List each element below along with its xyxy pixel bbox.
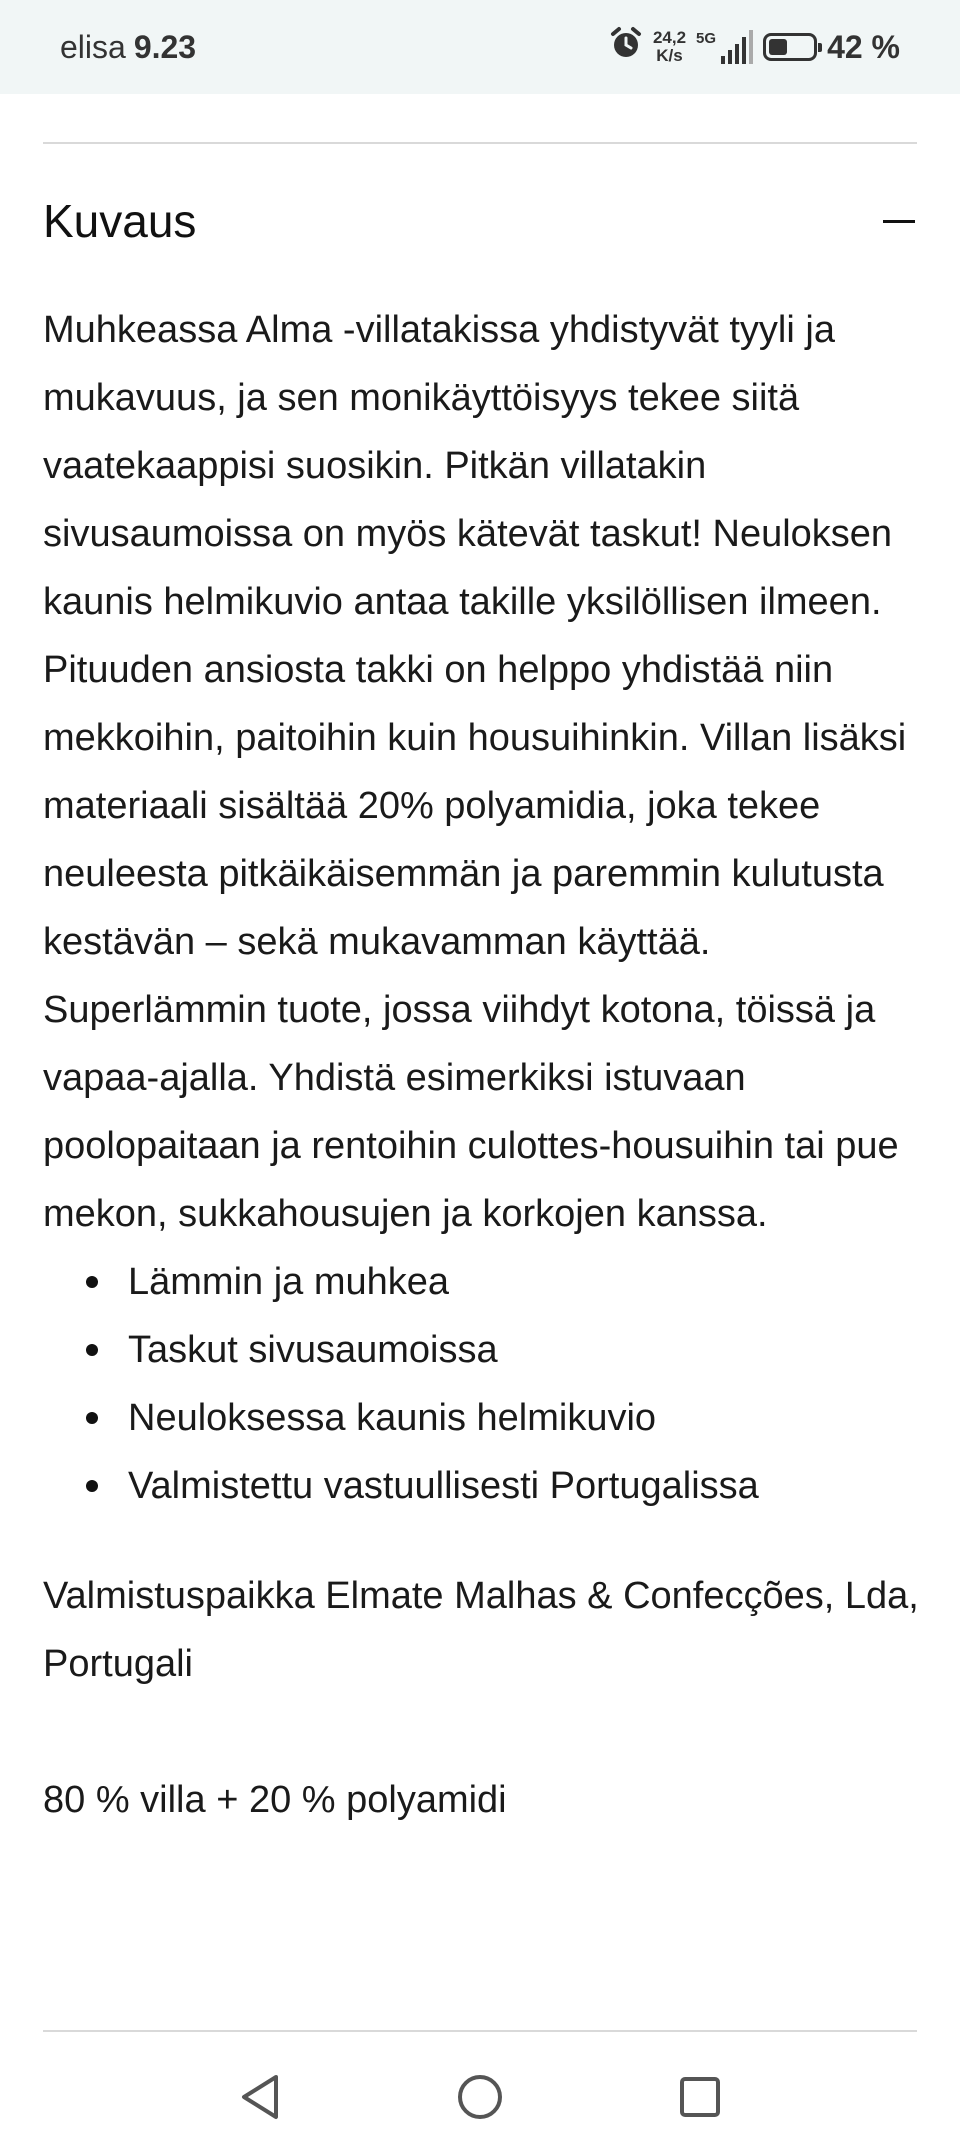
list-item: Neuloksessa kaunis helmikuvio (86, 1384, 923, 1452)
speed-value: 24,2 (652, 28, 687, 47)
feature-list (86, 1248, 923, 1520)
material-composition: 80 % villa + 20 % polyamidi (43, 1779, 507, 1821)
network-speed (653, 29, 686, 65)
divider (43, 2030, 917, 2032)
status-bar (0, 0, 960, 94)
home-circle-icon[interactable] (455, 2072, 505, 2122)
battery-percent: 42 % (827, 28, 900, 65)
divider (43, 142, 917, 144)
carrier-name: elisa (60, 28, 126, 65)
clock: 9.23 (133, 28, 197, 65)
signal-icon (696, 30, 753, 64)
speed-unit: K/s (656, 46, 683, 65)
battery-icon (763, 33, 817, 61)
back-triangle-icon[interactable] (235, 2072, 285, 2122)
minus-icon[interactable] (883, 220, 915, 223)
battery-fill (769, 39, 787, 55)
list-item: Taskut sivusaumoissa (86, 1316, 923, 1384)
status-right (609, 26, 900, 68)
list-item: Lämmin ja muhkea (86, 1248, 923, 1316)
product-description (43, 296, 923, 1834)
accordion-title: Kuvaus (43, 195, 197, 247)
network-type: 5G (696, 30, 717, 47)
list-item: Valmistettu vastuullisesti Portugalissa (86, 1452, 923, 1520)
description-text: Muhkeassa Alma -villatakissa yhdistyvät tyyli ja mukavuus, ja sen monikäyttöisyys tekee siitä vaatekaappisi suosikin. Pitkän villatakin sivusaumoissa on myös kätevät taskut! Neuloksen kaunis helmikuvio antaa takille yksilöllisen ilmeen. Pituuden ansiosta takki on helppo yhdistää niin mekkoihin, paitoihin kuin housuihinkin. Villan lisäksi materiaali sisältää 20% polyamidia, joka tekee neuleesta pitkäikäisemmän ja paremmin kulutusta kestävän – sekä mukavamman käyttää. Superlämmin tuote, jossa viihdyt kotona, töissä ja vapaa-ajalla. Yhdistä esimerkiksi istuvaan poolopaitaan ja rentoihin culottes-housuihin tai pue mekon, sukkahousujen ja korkojen kanssa. (43, 309, 907, 1235)
accordion-header-kuvaus[interactable] (43, 188, 917, 254)
navigation-bar (0, 2050, 960, 2144)
manufacturing-place: Valmistuspaikka Elmate Malhas & Confecções, Lda, Portugali (43, 1575, 919, 1685)
status-left (60, 29, 196, 66)
recents-square-icon[interactable] (675, 2072, 725, 2122)
alarm-icon (609, 26, 643, 68)
